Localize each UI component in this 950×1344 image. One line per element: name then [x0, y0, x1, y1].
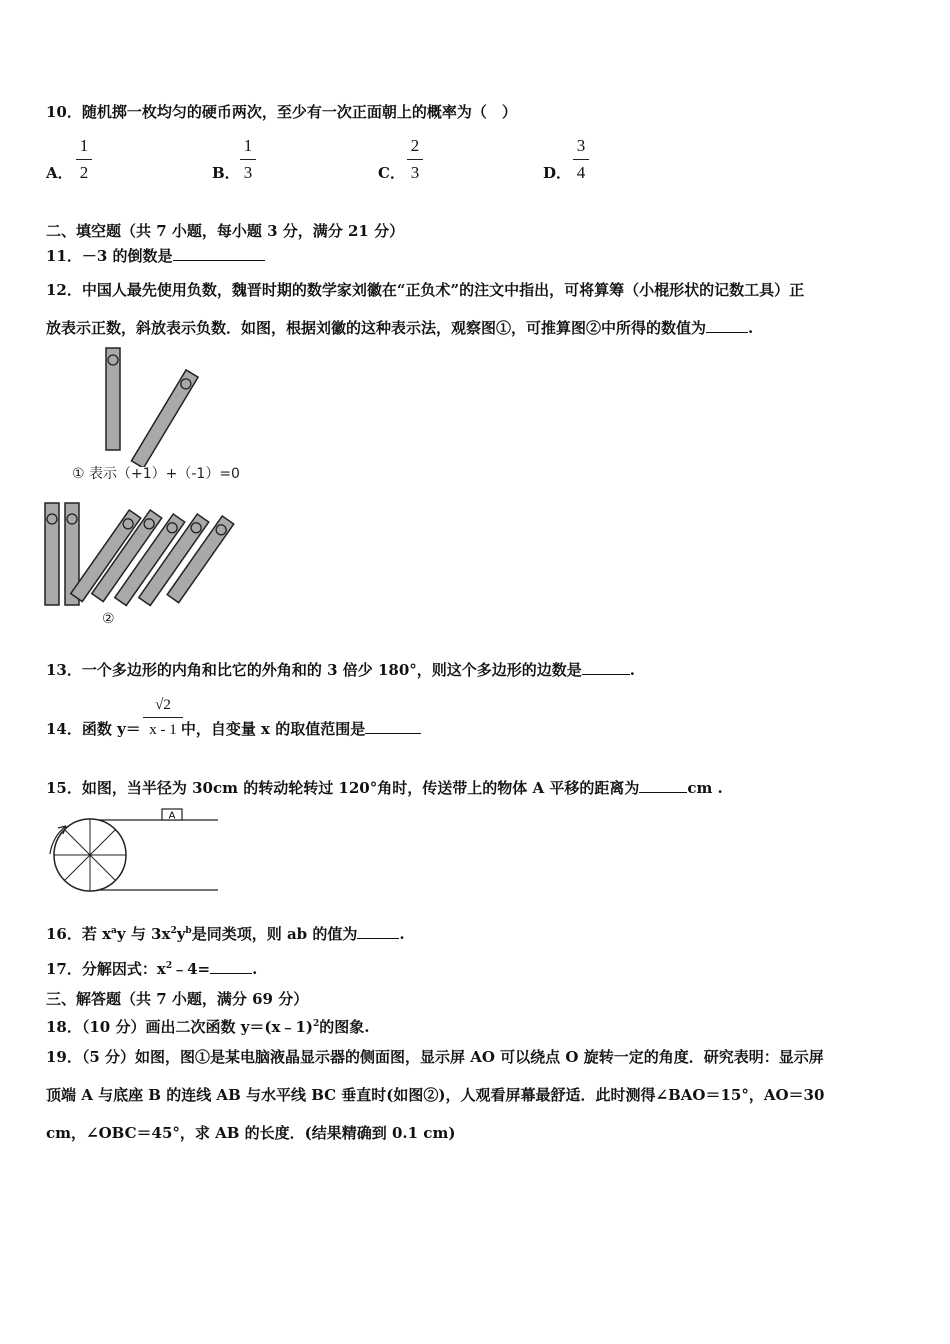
q15: 15．如图，当半径为 30cm 的转动轮转过 120°角时，传送带上的物体 A 平移的距离为 cm .	[46, 779, 723, 797]
q11: 11．－3 的倒数是	[46, 246, 265, 266]
upright-rod	[106, 348, 120, 450]
q16: 16．若 $x^ay$ 与 $3x^2y^b$是同类项，则 ab 的值为 .	[46, 925, 405, 943]
figure-2-caption: ②	[102, 611, 115, 627]
q17: 17．分解因式：$x^2﹣4=$ .	[46, 960, 258, 978]
figure-1-caption: ① 表示（+1）+（-1）=0	[72, 466, 240, 482]
answer-blank	[173, 246, 265, 261]
answer-blank	[210, 959, 252, 974]
conveyor-wheel-figure	[44, 808, 224, 894]
q13: 13．一个多边形的内角和比它的外角和的 3 倍少 180°，则这个多边形的边数是 .	[46, 661, 636, 679]
object-a-label: A	[168, 810, 176, 822]
q14: 14．函数 y＝ 中，自变量 x 的取值范围是	[46, 719, 421, 739]
q18: 18．（10 分）画出二次函数 y＝(x﹣1)$^2$的图象.	[46, 1018, 370, 1036]
q14-fraction: √2 x - 1	[143, 696, 183, 739]
q10-option-d-fraction: 3 4	[573, 136, 589, 183]
answer-blank	[706, 318, 748, 333]
q10-option-c: C．	[378, 164, 405, 182]
answer-blank	[582, 660, 630, 675]
q10-option-c-fraction: 2 3	[407, 136, 423, 183]
q19-line1: 19．（5 分）如图，图①是某电脑液晶显示器的侧面图，显示屏 AO 可以绕点 O 旋转一定的角度．研究表明：显示屏	[46, 1048, 824, 1066]
q12-line2: 放表示正数，斜放表示负数．如图，根据刘徽的这种表示法，观察图①，可推算图②中所得的数值为 .	[46, 319, 754, 337]
q12-line1: 12．中国人最先使用负数，魏晋时期的数学家刘徽在“正负术”的注文中指出，可将算筹（小棍形状的记数工具）正	[46, 281, 805, 299]
counting-rods-figure-2	[40, 500, 240, 610]
answer-blank	[365, 719, 421, 734]
counting-rods-figure-1	[100, 345, 210, 467]
section-3-heading: 三、解答题（共 7 小题，满分 69 分）	[46, 990, 309, 1008]
q10-option-b-fraction: 1 3	[240, 136, 256, 183]
q10-option-a: A．	[46, 164, 73, 182]
q19-line3: cm，∠OBC＝45°，求 AB 的长度．(结果精确到 0.1 cm)	[46, 1124, 456, 1142]
q10-option-b: B．	[212, 164, 240, 182]
section-2-heading: 二、填空题（共 7 小题，每小题 3 分，满分 21 分）	[46, 222, 405, 240]
q19-line2: 顶端 A 与底座 B 的连线 AB 与水平线 BC 垂直时(如图②)，人观看屏幕最舒适．此时测得∠BAO＝15°，AO＝30	[46, 1086, 825, 1104]
q10-text: 10．随机掷一枚均匀的硬币两次，至少有一次正面朝上的概率为（ ）	[46, 103, 517, 121]
q10-option-a-fraction: 1 2	[76, 136, 92, 183]
q10-option-d: D．	[543, 164, 572, 182]
slanted-rod	[131, 370, 198, 467]
answer-blank	[639, 778, 687, 793]
answer-blank	[357, 924, 399, 939]
